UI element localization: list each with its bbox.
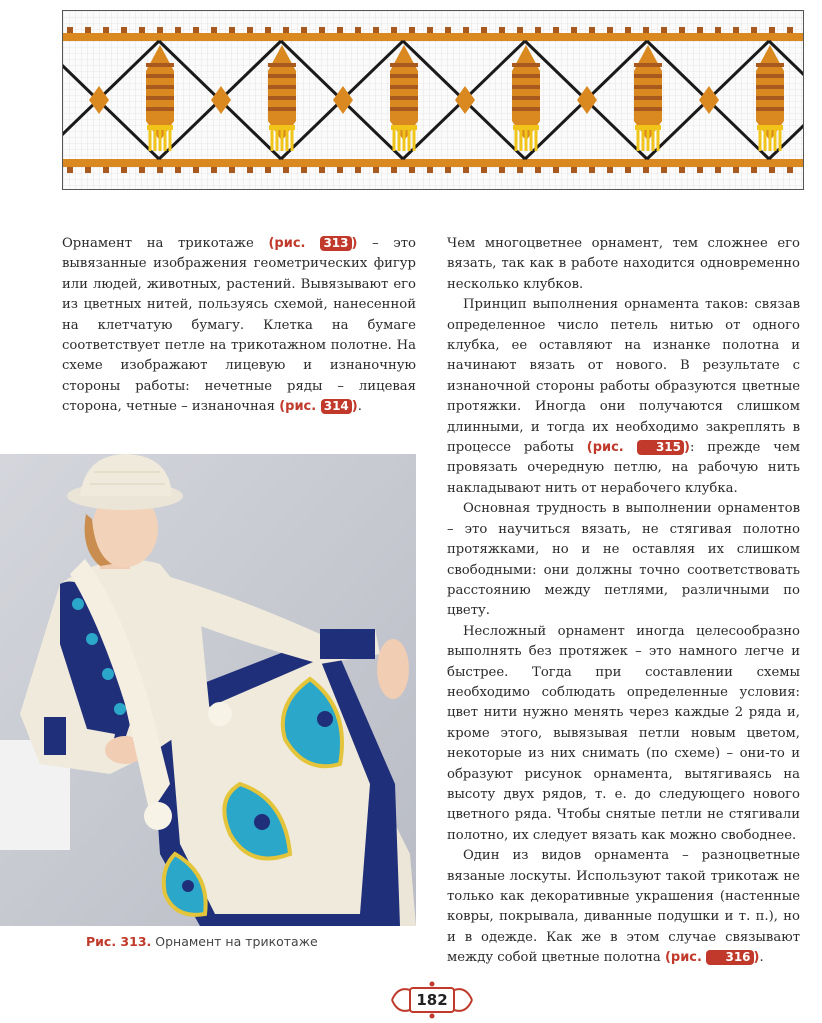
ear-stripe bbox=[634, 107, 662, 111]
fringe bbox=[159, 129, 162, 151]
comb-tooth bbox=[211, 167, 217, 173]
comb-tooth bbox=[679, 167, 685, 173]
fringe bbox=[393, 129, 396, 151]
fringe bbox=[652, 129, 655, 151]
comb-tooth bbox=[571, 167, 577, 173]
fringe bbox=[408, 129, 411, 151]
ear-stripe bbox=[634, 74, 662, 78]
figure-caption bbox=[86, 934, 318, 949]
fringe-bar bbox=[513, 125, 539, 130]
comb-tooth bbox=[427, 167, 433, 173]
fringe bbox=[413, 129, 416, 151]
knitted-outfit-illustration bbox=[0, 454, 416, 926]
comb-tooth bbox=[697, 27, 703, 33]
fringe-bar bbox=[635, 125, 661, 130]
fringe bbox=[398, 129, 401, 151]
page-number: 182 bbox=[416, 991, 448, 1009]
ear-stripe bbox=[756, 85, 784, 89]
ear-stripe bbox=[146, 74, 174, 78]
top-band bbox=[63, 33, 803, 41]
comb-tooth bbox=[355, 27, 361, 33]
fringe-bar bbox=[391, 125, 417, 130]
fringe bbox=[515, 129, 518, 151]
comb-tooth bbox=[679, 27, 685, 33]
comb-tooth bbox=[481, 167, 487, 173]
paragraph-principle: Принцип выполнения орнамента таков: связав определенное число петель нитью от одного клубка, ее оставляют на изнанке полотна и начинают вязать от нового. В результате с изнаночной стороны работы образуются цветные протяжки. Иногда они получаются слишком длинными, и тогда их необходимо закреплять в процессе работы (рис. 315 ): прежде чем провязать очередную петлю, на рабочую нить накладывают нить от нерабочего клубка. bbox=[447, 297, 800, 496]
comb-tooth bbox=[103, 167, 109, 173]
fringe bbox=[774, 129, 777, 151]
comb-tooth bbox=[193, 27, 199, 33]
ear-stripe bbox=[756, 74, 784, 78]
comb-tooth bbox=[517, 167, 523, 173]
comb-tooth bbox=[85, 167, 91, 173]
comb-tooth bbox=[247, 27, 253, 33]
paragraph-simple-ornament: Несложный орнамент иногда целесообразно выполнять без протяжек – это намного легче и быстрее. Тогда при составлении схемы необходимо соблюдать определенные условия: цвет нити нужно менять через каждые 2 ряда и, кроме этого, вывязывая петли новым цветом, некоторые из них снимать (по схеме) – они-то и образуют рисунок орнамента, вытягиваясь на высоту двух рядов, т. е. до следующего нового цветного ряда. Чтобы снятые петли не стягивали полотно, их следует вязать как можно свободнее. bbox=[447, 623, 800, 843]
fringe bbox=[535, 129, 538, 151]
fringe bbox=[403, 129, 406, 151]
comb-tooth bbox=[787, 27, 793, 33]
comb-tooth bbox=[751, 167, 757, 173]
comb-tooth bbox=[391, 167, 397, 173]
comb-tooth bbox=[661, 167, 667, 173]
caption-text: Орнамент на трикотаже bbox=[155, 934, 318, 949]
comb-tooth bbox=[643, 27, 649, 33]
bottom-band bbox=[63, 159, 803, 167]
figure-ref-316[interactable]: (рис. 316 ) bbox=[664, 950, 760, 966]
comb-tooth bbox=[463, 27, 469, 33]
fringe bbox=[759, 129, 762, 151]
ear-stripe bbox=[512, 74, 540, 78]
paragraph-difficulty: Основная трудность в выполнении орнаментов – это научиться вязать, не стягивая полотно протяжками, но и не оставляя их слишком свободными: они должны точно соответствовать расстоянию между петлями, различными по цвету. bbox=[447, 501, 800, 619]
comb-tooth bbox=[229, 167, 235, 173]
comb-tooth bbox=[283, 27, 289, 33]
ornament-chart-graphic bbox=[63, 11, 803, 189]
ear-stripe bbox=[146, 85, 174, 89]
comb-tooth bbox=[67, 27, 73, 33]
fringe bbox=[276, 129, 279, 151]
ear-stripe bbox=[268, 107, 296, 111]
comb-tooth bbox=[229, 27, 235, 33]
comb-tooth bbox=[499, 27, 505, 33]
comb-tooth bbox=[265, 167, 271, 173]
ear-stripe bbox=[512, 63, 540, 67]
comb-tooth bbox=[463, 167, 469, 173]
ear-stripe bbox=[756, 107, 784, 111]
ear-stripe bbox=[146, 107, 174, 111]
paragraph-multicolor: Чем многоцветнее орнамент, тем сложнее его вязать, так как в работе находится одновременно несколько клубков. bbox=[447, 236, 800, 292]
comb-tooth bbox=[589, 167, 595, 173]
ear-stripe bbox=[756, 96, 784, 100]
comb-tooth bbox=[535, 167, 541, 173]
comb-tooth bbox=[625, 27, 631, 33]
comb-tooth bbox=[301, 167, 307, 173]
comb-tooth bbox=[553, 167, 559, 173]
fringe-bar bbox=[147, 125, 173, 130]
ear-stripe bbox=[756, 63, 784, 67]
comb-tooth bbox=[571, 27, 577, 33]
right-column-text bbox=[447, 234, 800, 969]
fringe bbox=[281, 129, 284, 151]
comb-tooth bbox=[175, 167, 181, 173]
ear-stripe bbox=[512, 107, 540, 111]
fringe bbox=[530, 129, 533, 151]
fringe-bar bbox=[757, 125, 783, 130]
comb-tooth bbox=[121, 27, 127, 33]
figure-313-photo bbox=[0, 454, 416, 926]
ear-stripe bbox=[268, 63, 296, 67]
comb-tooth bbox=[139, 167, 145, 173]
comb-tooth bbox=[121, 167, 127, 173]
comb-tooth bbox=[715, 27, 721, 33]
caption-label: Рис. 313. bbox=[86, 934, 152, 949]
fringe bbox=[286, 129, 289, 151]
comb-tooth bbox=[265, 27, 271, 33]
fringe bbox=[149, 129, 152, 151]
comb-tooth bbox=[607, 167, 613, 173]
comb-tooth bbox=[661, 27, 667, 33]
comb-tooth bbox=[373, 167, 379, 173]
fringe bbox=[647, 129, 650, 151]
comb-tooth bbox=[751, 27, 757, 33]
comb-tooth bbox=[769, 27, 775, 33]
comb-tooth bbox=[211, 27, 217, 33]
comb-tooth bbox=[139, 27, 145, 33]
left-column-text bbox=[62, 234, 416, 418]
comb-tooth bbox=[517, 27, 523, 33]
comb-tooth bbox=[733, 167, 739, 173]
page-number-ornament bbox=[386, 980, 478, 1020]
comb-tooth bbox=[319, 167, 325, 173]
ear-stripe bbox=[390, 85, 418, 89]
comb-tooth bbox=[625, 167, 631, 173]
ear-stripe bbox=[634, 85, 662, 89]
comb-tooth bbox=[499, 167, 505, 173]
comb-tooth bbox=[337, 167, 343, 173]
comb-tooth bbox=[157, 167, 163, 173]
comb-tooth bbox=[409, 167, 415, 173]
fringe bbox=[271, 129, 274, 151]
comb-tooth bbox=[481, 27, 487, 33]
ear-stripe bbox=[390, 63, 418, 67]
comb-tooth bbox=[157, 27, 163, 33]
figure-ref-315[interactable]: (рис. 315 ) bbox=[586, 440, 690, 456]
comb-tooth bbox=[445, 167, 451, 173]
ear-stripe bbox=[146, 63, 174, 67]
ear-stripe bbox=[634, 63, 662, 67]
fringe bbox=[764, 129, 767, 151]
comb-tooth bbox=[85, 27, 91, 33]
knitting-ornament-chart bbox=[62, 10, 804, 190]
fringe bbox=[642, 129, 645, 151]
paragraph-patchwork: Один из видов орнамента – разноцветные вязаные лоскуты. Используют такой трикотаж не только как декоративные украшения (настенные ковры, покрывала, диванные подушки и т. п.), но и в одежде. Как же в этом случае связывают между собой цветные полотна (рис. 316 ). bbox=[447, 848, 800, 966]
comb-tooth bbox=[553, 27, 559, 33]
fringe bbox=[520, 129, 523, 151]
ear-stripe bbox=[512, 96, 540, 100]
figure-ref-313[interactable]: (рис. 313 ) bbox=[268, 236, 358, 251]
comb-tooth bbox=[283, 167, 289, 173]
fringe bbox=[637, 129, 640, 151]
comb-tooth bbox=[247, 167, 253, 173]
fringe bbox=[525, 129, 528, 151]
fringe bbox=[291, 129, 294, 151]
comb-tooth bbox=[409, 27, 415, 33]
fringe-bar bbox=[269, 125, 295, 130]
comb-tooth bbox=[175, 27, 181, 33]
fringe bbox=[154, 129, 157, 151]
comb-tooth bbox=[427, 27, 433, 33]
comb-tooth bbox=[67, 167, 73, 173]
paragraph-intro: Орнамент на трикотаже (рис. 313 ) – это вывязанные изображения геометрических фигур или людей, животных, растений. Вывязывают его из цветных нитей, пользуясь схемой, нанесенной на клетчатую бумагу. Клетка на бумаге соответствует петле на трикотажном полотне. На схеме изображают лицевую и изнаночную стороны работы: нечетные ряды – лицевая сторона, четные – изнаночная (рис. 314 ). bbox=[62, 236, 416, 415]
ear-stripe bbox=[268, 85, 296, 89]
comb-tooth bbox=[445, 27, 451, 33]
ear-stripe bbox=[390, 96, 418, 100]
comb-tooth bbox=[301, 27, 307, 33]
ear-stripe bbox=[390, 74, 418, 78]
fringe bbox=[779, 129, 782, 151]
ear-stripe bbox=[390, 107, 418, 111]
fringe bbox=[769, 129, 772, 151]
fringe bbox=[169, 129, 172, 151]
fringe bbox=[657, 129, 660, 151]
comb-tooth bbox=[733, 27, 739, 33]
comb-tooth bbox=[589, 27, 595, 33]
comb-tooth bbox=[535, 27, 541, 33]
ear-stripe bbox=[634, 96, 662, 100]
ear-stripe bbox=[146, 96, 174, 100]
comb-tooth bbox=[337, 27, 343, 33]
figure-ref-314[interactable]: (рис. 314 ) bbox=[279, 399, 358, 415]
comb-tooth bbox=[643, 167, 649, 173]
fringe bbox=[164, 129, 167, 151]
comb-tooth bbox=[355, 167, 361, 173]
comb-tooth bbox=[769, 167, 775, 173]
comb-tooth bbox=[391, 27, 397, 33]
comb-tooth bbox=[319, 27, 325, 33]
comb-tooth bbox=[697, 167, 703, 173]
comb-tooth bbox=[607, 27, 613, 33]
ear-stripe bbox=[512, 85, 540, 89]
ear-stripe bbox=[268, 74, 296, 78]
comb-tooth bbox=[787, 167, 793, 173]
comb-tooth bbox=[373, 27, 379, 33]
ear-stripe bbox=[268, 96, 296, 100]
comb-tooth bbox=[193, 167, 199, 173]
comb-tooth bbox=[103, 27, 109, 33]
comb-tooth bbox=[715, 167, 721, 173]
